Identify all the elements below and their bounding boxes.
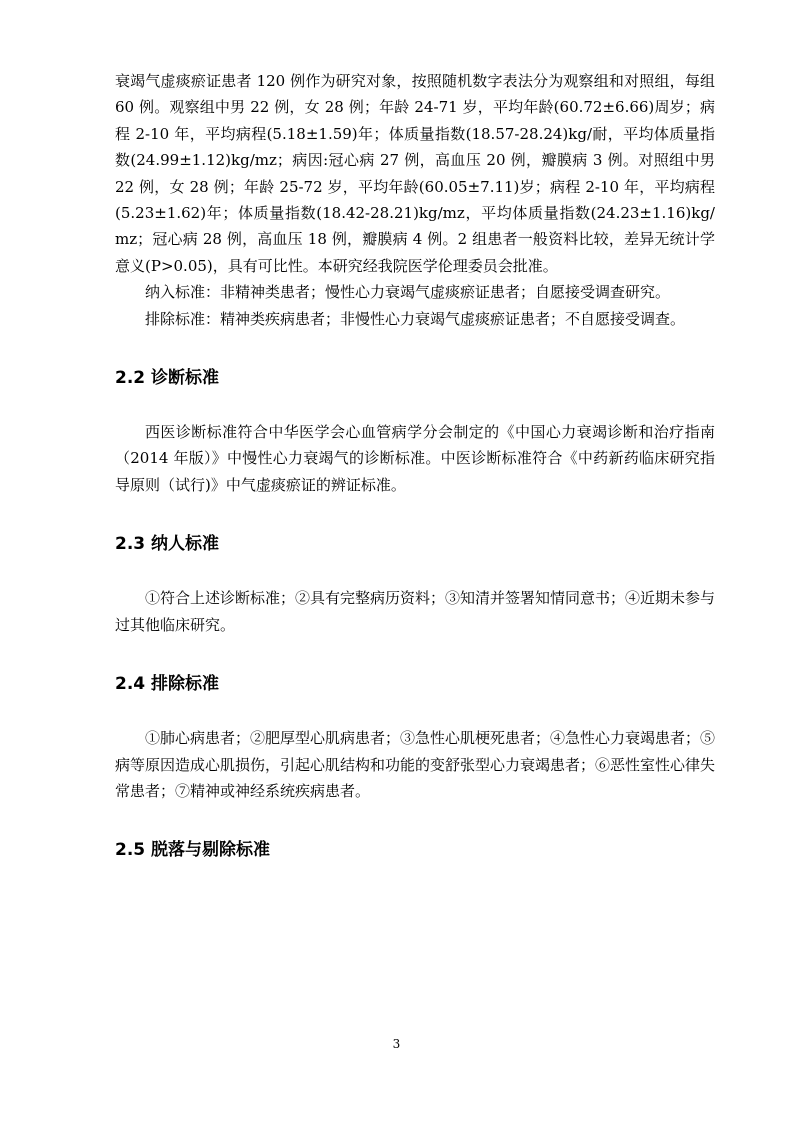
section-heading-diagnosis: 2.2 诊断标准 [115, 368, 220, 389]
section-body-inclusion: ①符合上述诊断标准；②具有完整病历资料；③知清并签署知情同意书；④近期未参与过其他临床研究。 [115, 589, 716, 634]
section-body-exclusion: ①肺心病患者；②肥厚型心肌病患者；③急性心肌梗死患者；④急性心力衰竭患者；⑤病等原因造成心肌损伤，引起心肌结构和功能的变舒张型心力衰竭患者；⑥恶性室性心律失常患者；⑦精神或神经系统疾病患者。 [115, 729, 716, 800]
section-heading-inclusion: 2.3 纳人标准 [115, 534, 220, 555]
page-number: 3 [392, 1037, 401, 1051]
section-body-diagnosis: 西医诊断标准符合中华医学会心血管病学分会制定的《中国心力衰竭诊断和治疗指南（2014 年版）》中慢性心力衰竭气的诊断标准。中医诊断标准符合《中药新药临床研究指导原则（试行)》中气虚痰瘀证的辨证标准。 [115, 423, 715, 494]
section-heading-dropout: 2.5 脱落与剔除标准 [115, 840, 271, 861]
intro-paragraph: 衰竭气虚痰瘀证患者 120 例作为研究对象，按照随机数字表法分为观察组和对照组，每组 60 例。观察组中男 22 例，女 28 例；年龄 24-71 岁，平均年龄(60.72±6.66)周岁；病程 2-10 年，平均病程(5.18±1.59)年；体质量指数(18.57-28.24)kg/耐，平均体质量指数(24.99±1.12)kg/mz；病因:冠心病 27 例，高血压 20 例，瓣膜病 3 例。对照组中男 22 例，女 28 例；年龄 25-72 岁，平均年龄(60.05±7.11)岁；病程 2-10 年，平均病程(5.23±1.62)年；体质量指数(18.42-28.21)kg/mz，平均体质量指数(24.23±1.16)kg/mz；冠心病 28 例，高血压 18 例，瓣膜病 4 例。2 组患者一般资料比较，差异无统计学意义(P>0.05)，具有可比性。本研究经我院医学伦理委员会批准。 [115, 72, 715, 275]
exclusion-criteria-paragraph: 排除标准：精神类疾病患者；非慢性心力衰竭气虚痰瘀证患者；不自愿接受调查。 [145, 309, 686, 328]
page-content [115, 68, 715, 862]
section-heading-exclusion: 2.4 排除标准 [115, 674, 220, 695]
inclusion-criteria-paragraph: 纳入标准：非精神类患者；慢性心力衰竭气虚痰瘀证患者；自愿接受调查研究。 [145, 283, 671, 302]
